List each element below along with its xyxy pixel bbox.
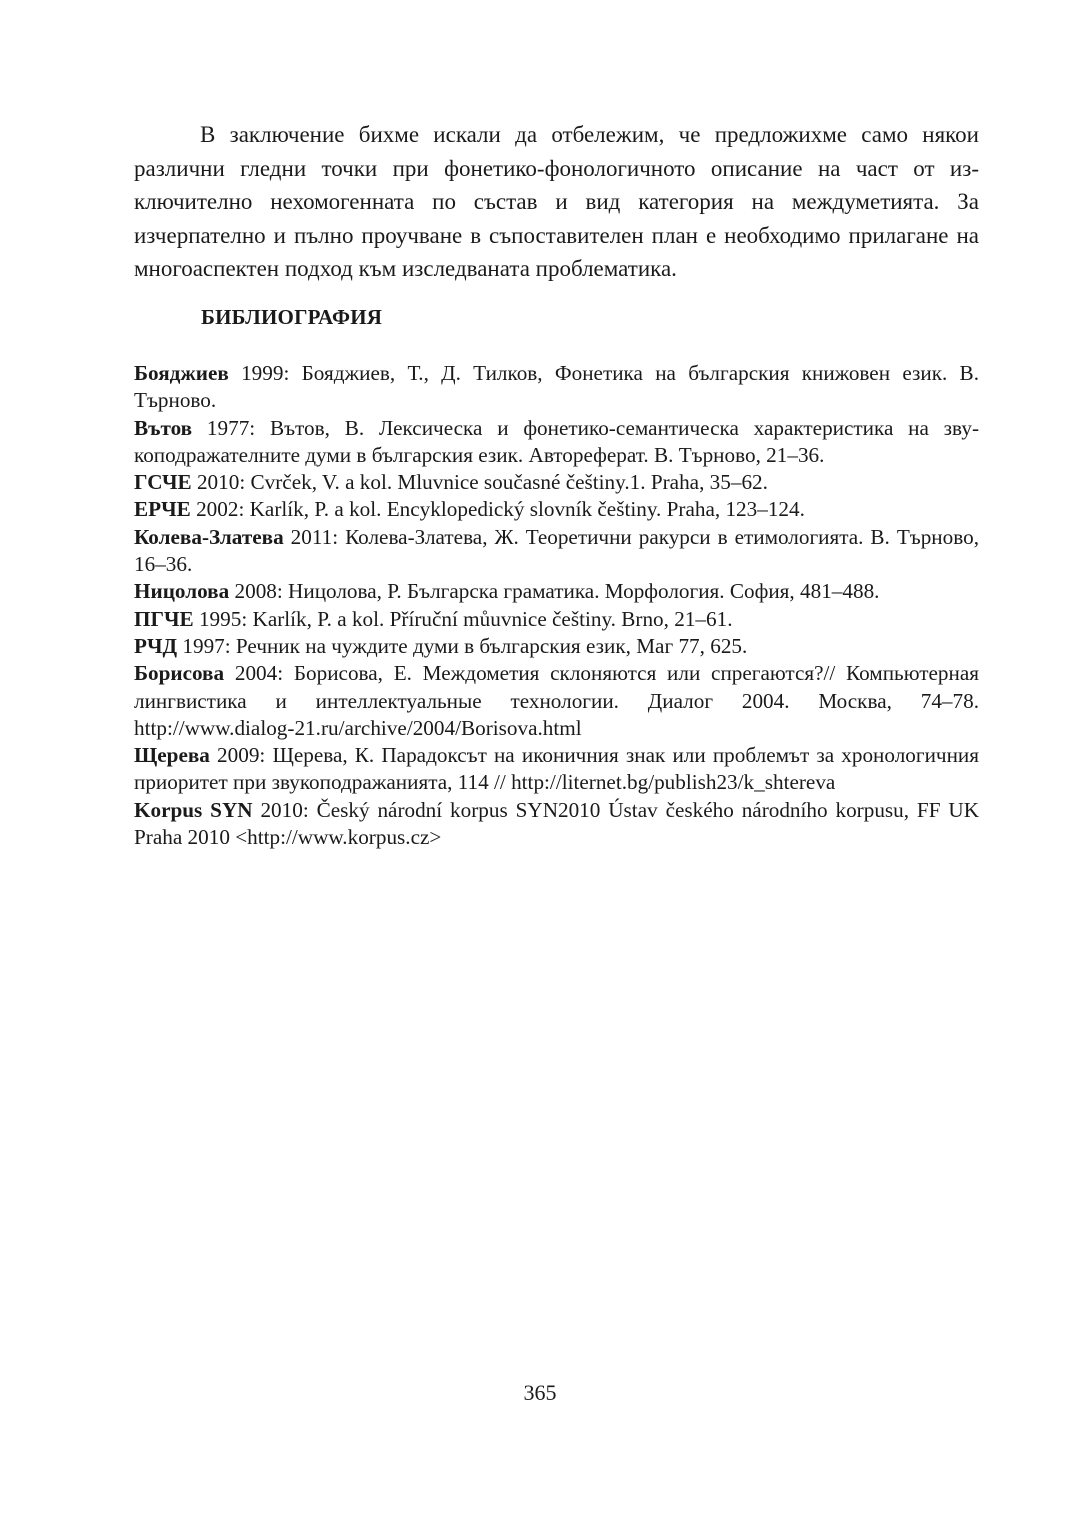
entry-text: 2002: Karlík, P. a kol. Encyklopedický slovník češtiny. Praha, 123–124. xyxy=(190,497,805,522)
entry-author: Колева-Златева xyxy=(134,524,284,549)
entry-author: Korpus SYN xyxy=(134,797,253,822)
entry-text: 2008: Ницолова, Р. Българска граматика. Морфология. София, 481–488. xyxy=(229,579,880,604)
bibliography-entry xyxy=(134,606,979,633)
entry-text: 1997: Речник на чуждите думи в българския език, Маг 77, 625. xyxy=(177,633,748,658)
bibliography-entry xyxy=(134,469,979,496)
entry-author: РЧД xyxy=(134,633,178,658)
bibliography-heading: БИБЛИОГРАФИЯ xyxy=(201,305,383,329)
entry-author: Вътов xyxy=(134,415,193,440)
conclusion-paragraph: В заключение бихме искали да отбележим, че предложихме само някои различни гледни точки при фонетико-фонологичното описание на част от изключително нехомогенната по състав и вид категория на междуметията. За изчерпателно и пълно проучване в съпоставителен план е необходимо прилагане на многоаспектен подход към изследваната проблематика. xyxy=(134,122,979,281)
page-number: 365 xyxy=(523,1380,557,1405)
bibliography-entry xyxy=(134,578,979,605)
entry-text: 1995: Karlík, P. a kol. Příruční můuvnice češtiny. Brno, 21–61. xyxy=(193,606,733,631)
entry-text: 2009: Щерева, К. Парадоксът на иконичния знак или проблемът за хронологичния приоритет при звукоподражанията, 114 // http://liternet.bg/publish23/k_shtereva xyxy=(134,743,979,795)
entry-author: ПГЧЕ xyxy=(134,606,194,631)
entry-author: Борисова xyxy=(134,661,225,686)
bibliography-entry xyxy=(134,415,979,470)
bibliography-entry xyxy=(134,633,979,660)
entry-author: Щерева xyxy=(134,743,210,768)
bibliography-entry xyxy=(134,742,979,797)
bibliography-entry xyxy=(134,496,979,523)
entry-text: 1999: Бояджиев, Т., Д. Тилков, Фонетика на българския книжовен език. В. Търново. xyxy=(134,361,979,413)
entry-author: Бояджиев xyxy=(134,361,229,385)
bibliography-list xyxy=(134,360,979,851)
bibliography-entry xyxy=(134,797,979,852)
entry-text: 2011: Колева-Златева, Ж. Теоретични ракурси в етимологията. В. Търново, 16–36. xyxy=(134,524,979,577)
entry-text: 1977: Вътов, В. Лексическа и фонетико-семантическа характеристика на звукоподражателните думи в българския език. Автореферат. В. Търново, 21–36. xyxy=(134,415,979,467)
bibliography-entry xyxy=(134,524,979,579)
entry-text: 2010: Český národní korpus SYN2010 Ústav českého národního korpusu, FF UK Praha 2010 <http://www.korpus.cz> xyxy=(134,797,979,850)
entry-text: 2004: Борисова, Е. Междометия склоняются или спрегаются?// Компьютерная лингвистика и интеллектуальные технологии. Диалог 2004. Москва, 74–78. http://www.dialog-21.ru/archive/2004/Borisova.html xyxy=(134,661,979,740)
entry-author: ЕРЧЕ xyxy=(134,497,191,522)
entry-author: ГСЧЕ xyxy=(134,470,192,495)
bibliography-entry xyxy=(134,360,979,415)
bibliography-entry xyxy=(134,660,979,742)
entry-author: Ницолова xyxy=(134,579,230,604)
entry-text: 2010: Cvrček, V. a kol. Mluvnice současné češtiny.1. Praha, 35–62. xyxy=(191,470,768,495)
